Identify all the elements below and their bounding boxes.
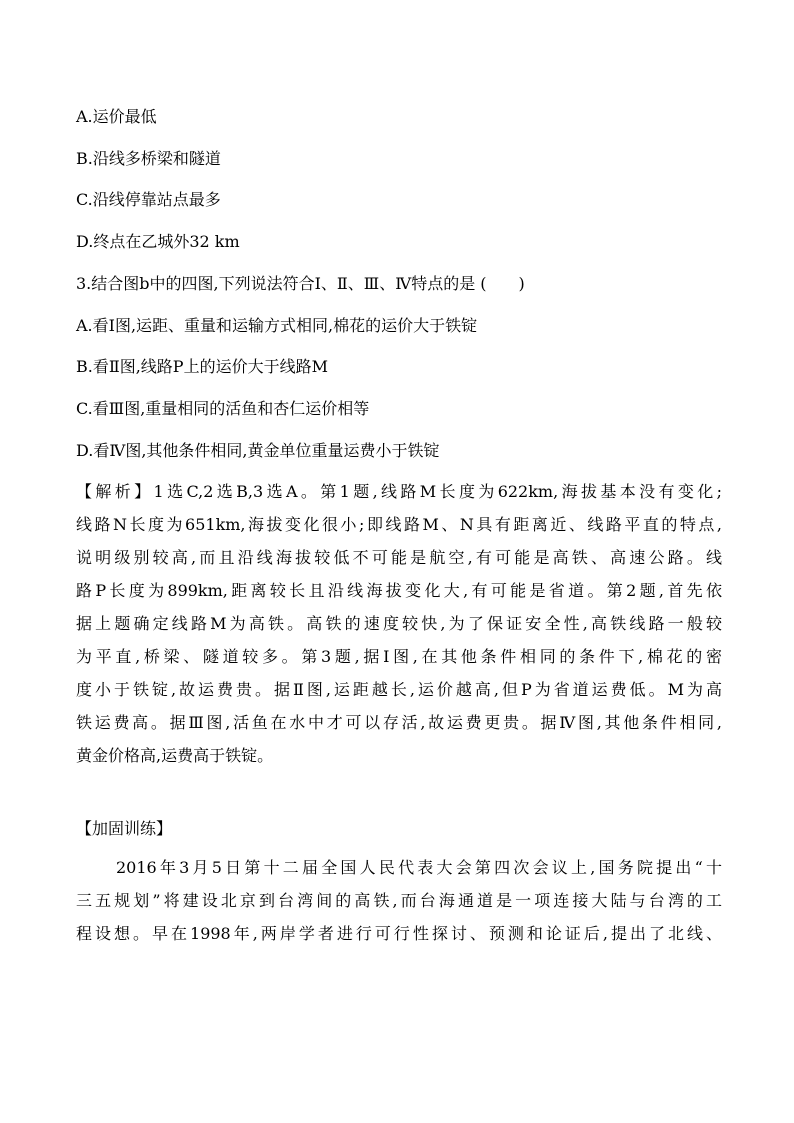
option-q3-a: A.看Ⅰ图,运距、重量和运输方式相同,棉花的运价大于铁锭 [76,316,478,335]
training-line: 程设想。早在1998年,两岸学者进行可行性探讨、预测和论证后,提出了北线、 [76,924,722,943]
option-q2-d: D.终点在乙城外32 km [76,232,240,251]
option-q2-a: A.运价最低 [76,107,157,126]
option-q3-c: C.看Ⅲ图,重量相同的活鱼和杏仁运价相等 [76,399,370,418]
analysis-line: 度小于铁锭,故运费贵。据Ⅱ图,运距越长,运价越高,但P为省道运费低。M为高 [76,680,722,699]
analysis-paragraph [76,475,722,772]
analysis-line: 线路N长度为651km,海拔变化很小;即线路M、N具有距离近、线路平直的特点, [76,515,722,534]
analysis-line: 黄金价格高,运费高于铁锭。 [76,746,274,765]
option-q3-d: D.看Ⅳ图,其他条件相同,黄金单位重量运费小于铁锭 [76,441,440,460]
training-line: 2016年3月5日第十二届全国人民代表大会第四次会议上,国务院提出“十 [116,858,722,877]
question-3-stem: 3.结合图b中的四图,下列说法符合Ⅰ、Ⅱ、Ⅲ、Ⅳ特点的是 ( ) [76,274,525,293]
analysis-line: 据上题确定线路M为高铁。高铁的速度较快,为了保证安全性,高铁线路一般较 [76,614,722,633]
option-q3-b: B.看Ⅱ图,线路P上的运价大于线路M [76,357,328,376]
analysis-line: 为平直,桥梁、隧道较多。第3题,据Ⅰ图,在其他条件相同的条件下,棉花的密 [76,647,722,666]
analysis-line: 铁运费高。据Ⅲ图,活鱼在水中才可以存活,故运费更贵。据Ⅳ图,其他条件相同, [76,713,722,732]
option-q2-b: B.沿线多桥梁和隧道 [76,149,221,168]
analysis-label: 【解析】 [76,482,154,501]
training-line: 三五规划”将建设北京到台湾间的高铁,而台海通道是一项连接大陆与台湾的工 [76,891,722,910]
analysis-line: 说明级别较高,而且沿线海拔较低不可能是航空,有可能是高铁、高速公路。线 [76,548,722,567]
analysis-line: 路P长度为899km,距离较长且沿线海拔变化大,有可能是省道。第2题,首先依 [76,581,722,600]
analysis-line: 【解析】1选C,2选B,3选A。第1题,线路M长度为622km,海拔基本没有变化; [76,482,722,501]
training-paragraph [76,851,722,950]
option-q2-c: C.沿线停靠站点最多 [76,190,221,209]
training-label: 【加固训练】 [76,819,173,838]
